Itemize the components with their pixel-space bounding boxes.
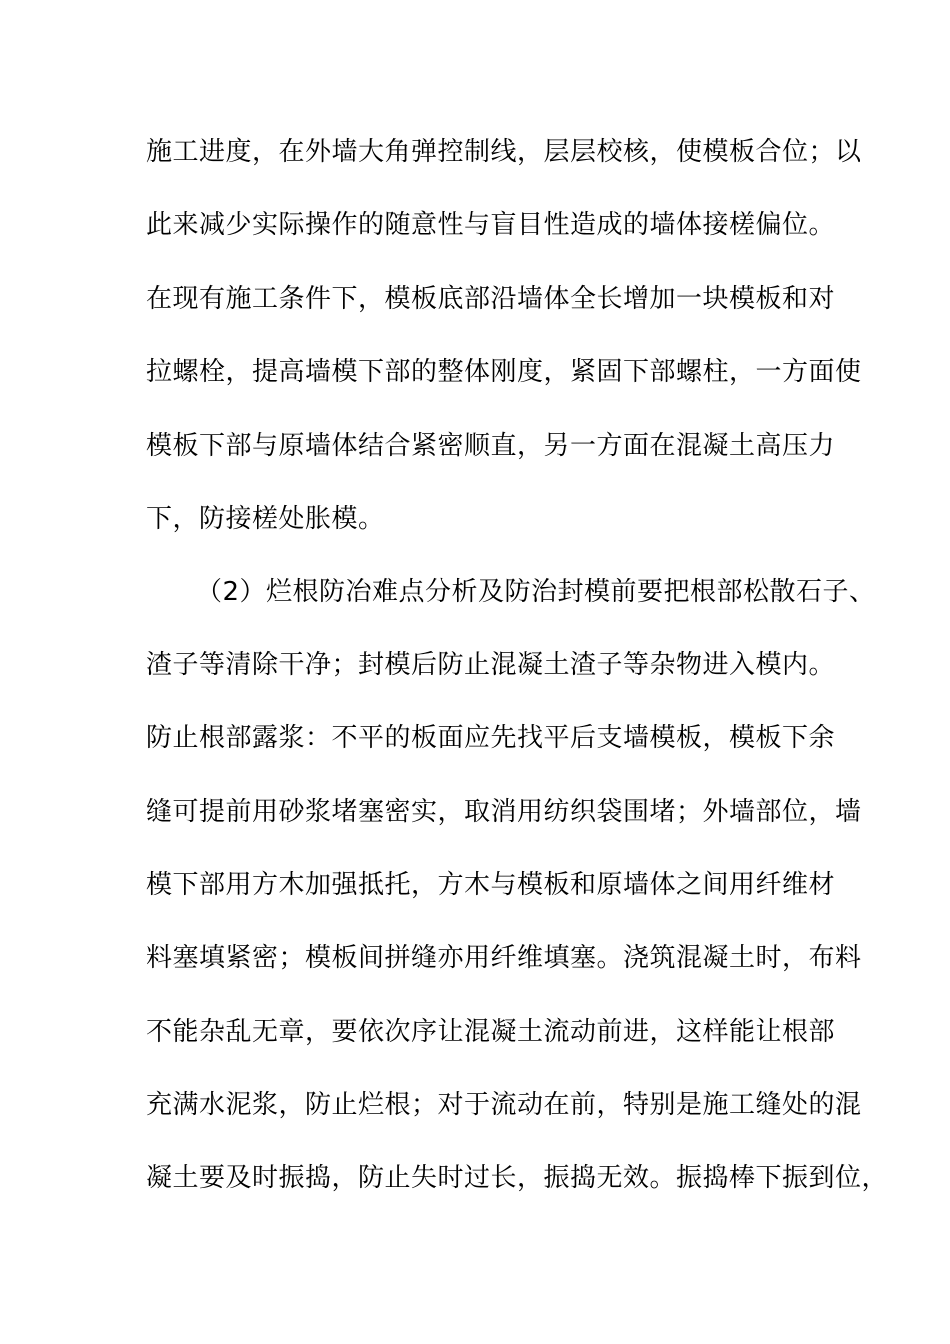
text-line-10: 缝可提前用砂浆堵塞密实，取消用纺织袋围堵；外墙部位，墙 xyxy=(146,797,862,827)
text-line-7: （2）烂根防冶难点分析及防治封模前要把根部松散石子、 xyxy=(196,577,876,607)
text-line-6: 下，防接槎处胀模。 xyxy=(146,504,385,534)
text-line-12: 料塞填紧密；模板间拼缝亦用纤维填塞。浇筑混凝土时，布料 xyxy=(146,943,862,973)
text-line-3: 在现有施工条件下，模板底部沿墙体全长增加一块模板和对 xyxy=(146,284,836,314)
text-line-15: 凝土要及时振捣，防止失时过长，振捣无效。振捣棒下振到位， xyxy=(146,1163,889,1193)
text-line-9: 防止根部露浆：不平的板面应先找平后支墙模板，模板下余 xyxy=(146,723,836,753)
text-line-8: 渣子等清除干净；封模后防止混凝土渣子等杂物进入模内。 xyxy=(146,650,836,680)
text-line-11: 模下部用方木加强抵托，方木与模板和原墙体之间用纤维材 xyxy=(146,870,836,900)
text-line-2: 此来减少实际操作的随意性与盲目性造成的墙体接槎偏位。 xyxy=(146,210,836,240)
text-line-14: 充满水泥浆，防止烂根；对于流动在前，特别是施工缝处的混 xyxy=(146,1090,862,1120)
text-line-13: 不能杂乱无章，要依次序让混凝土流动前进，这样能让根部 xyxy=(146,1017,836,1047)
text-line-5: 模板下部与原墙体结合紧密顺直，另一方面在混凝土高压力 xyxy=(146,431,836,461)
text-line-1: 施工进度，在外墙大角弹控制线，层层校核，使模板合位；以 xyxy=(146,137,862,167)
text-line-4: 拉螺栓，提高墙模下部的整体刚度，紧固下部螺柱，一方面使 xyxy=(146,357,862,387)
